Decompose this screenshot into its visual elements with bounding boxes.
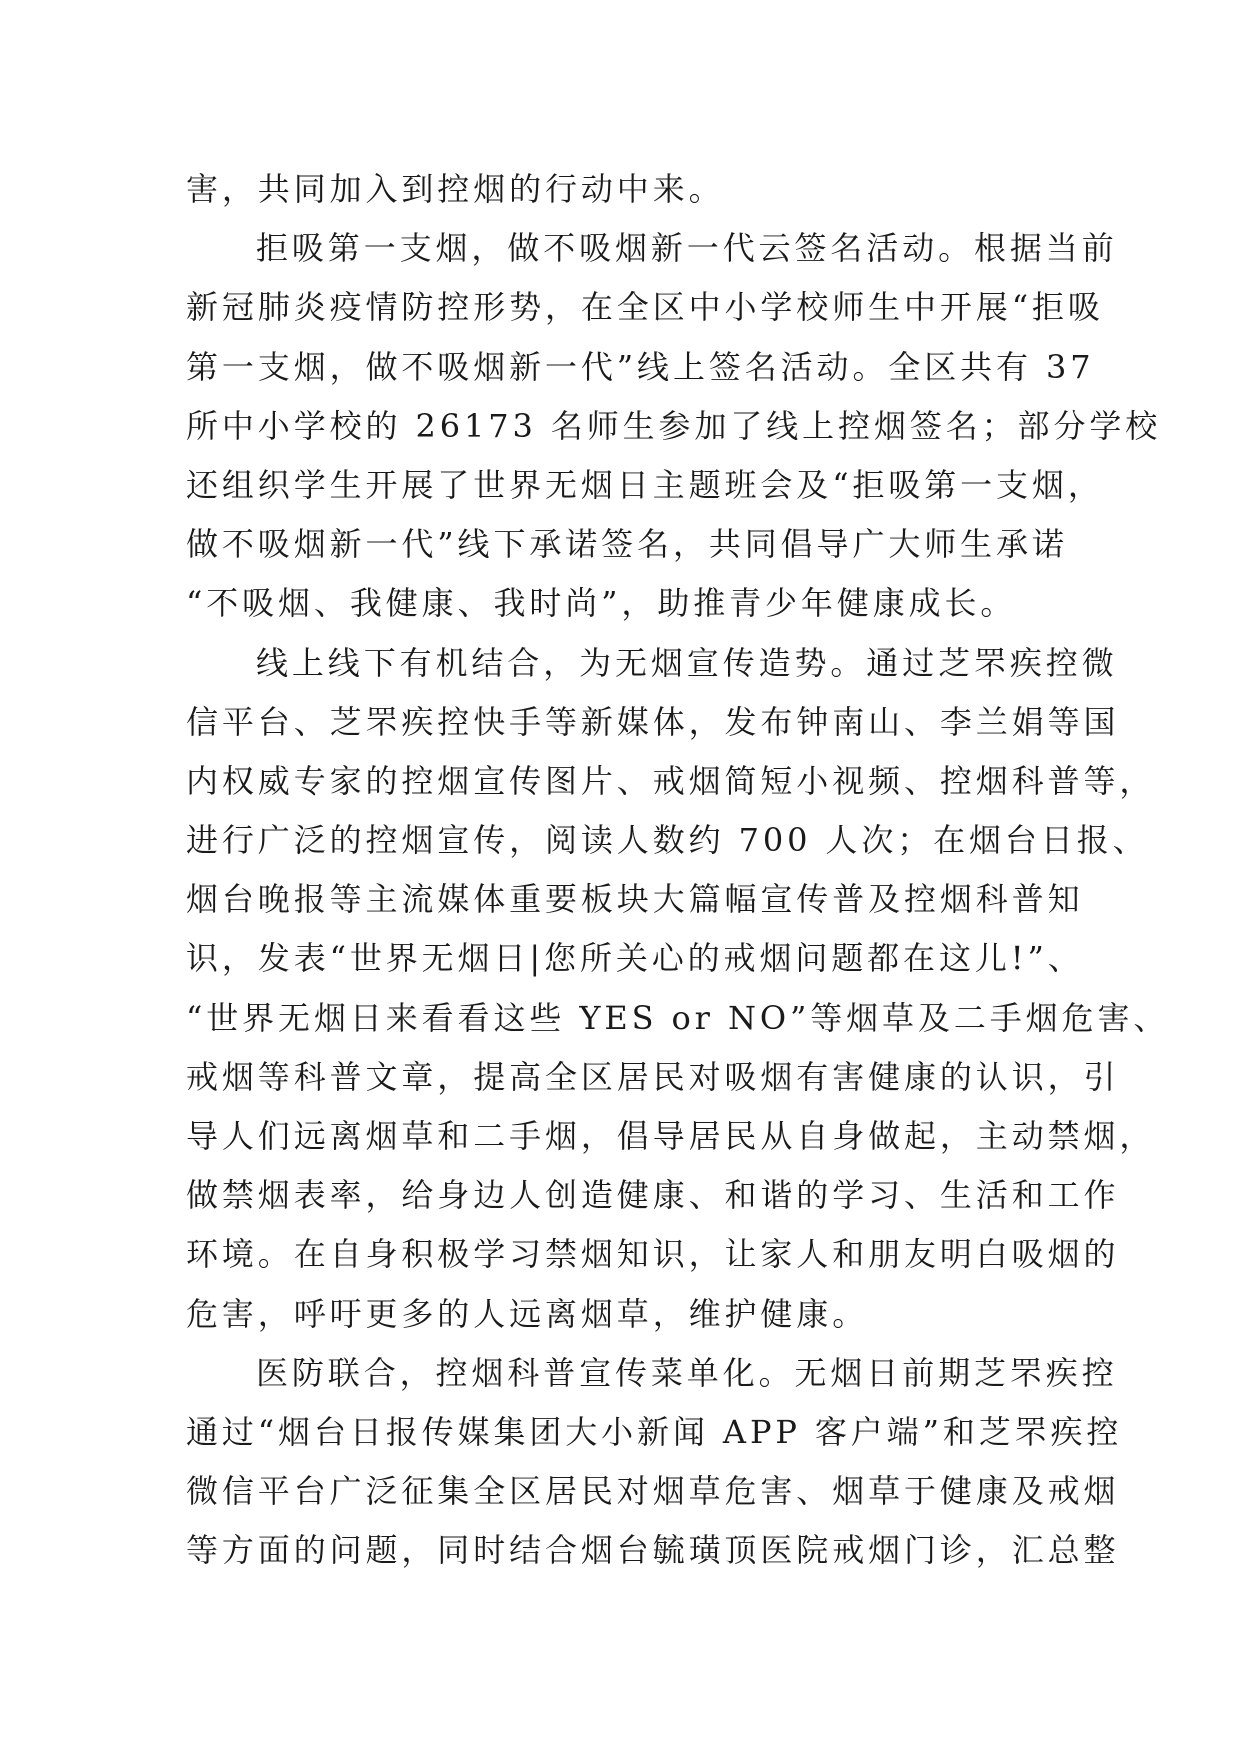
paragraph-start-line: 线上线下有机结合，为无烟宣传造势。通过芝罘疾控微 [256, 643, 1118, 682]
text-line: 危害，呼吁更多的人远离烟草，维护健康。 [186, 1294, 869, 1333]
text-line: 第一支烟，做不吸烟新一代”线上签名活动。全区共有 37 [186, 347, 1095, 386]
text-line: 等方面的问题，同时结合烟台毓璜顶医院戒烟门诊，汇总整 [186, 1531, 1120, 1570]
text-line: 导人们远离烟草和二手烟，倡导居民从自身做起，主动禁烟， [186, 1117, 1156, 1155]
text-line: 信平台、芝罘疾控快手等新媒体，发布钟南山、李兰娟等国 [186, 702, 1120, 741]
text-line: “世界无烟日来看看这些 YES or NO”等烟草及二手烟危害、 [186, 998, 1170, 1037]
text-line: 做不吸烟新一代”线下承诺签名，共同倡导广大师生承诺 [186, 525, 1068, 564]
text-line: 环境。在自身积极学习禁烟知识，让家人和朋友明白吸烟的 [186, 1235, 1120, 1274]
text-line: 识，发表“世界无烟日|您所关心的戒烟问题都在这儿!”、 [186, 939, 1084, 978]
text-line: 进行广泛的控烟宣传，阅读人数约 700 人次；在烟台日报、 [186, 821, 1149, 860]
text-line: 烟台晚报等主流媒体重要板块大篇幅宣传普及控烟科普知 [186, 880, 1084, 919]
text-line: 害，共同加入到控烟的行动中来。 [186, 170, 725, 208]
paragraph-start-line: 拒吸第一支烟，做不吸烟新一代云签名活动。根据当前 [256, 229, 1118, 268]
text-line: “不吸烟、我健康、我时尚”，助推青少年健康成长。 [186, 584, 1017, 623]
text-line: 新冠肺炎疫情防控形势，在全区中小学校师生中开展“拒吸 [186, 288, 1104, 327]
text-line: 微信平台广泛征集全区居民对烟草危害、烟草于健康及戒烟 [186, 1472, 1120, 1511]
text-line: 所中小学校的 26173 名师生参加了线上控烟签名；部分学校 [186, 406, 1162, 445]
text-line: 还组织学生开展了世界无烟日主题班会及“拒吸第一支烟， [186, 465, 1104, 504]
text-line: 戒烟等科普文章，提高全区居民对吸烟有害健康的认识，引 [186, 1057, 1120, 1096]
body-text [186, 160, 1170, 1581]
text-line: 通过“烟台日报传媒集团大小新闻 APP 客户端”和芝罘疾控 [186, 1412, 1123, 1451]
text-line: 做禁烟表率，给身边人创造健康、和谐的学习、生活和工作 [186, 1176, 1120, 1215]
paragraph-start-line: 医防联合，控烟科普宣传菜单化。无烟日前期芝罘疾控 [256, 1353, 1118, 1392]
text-line: 内权威专家的控烟宣传图片、戒烟简短小视频、控烟科普等， [186, 761, 1156, 800]
